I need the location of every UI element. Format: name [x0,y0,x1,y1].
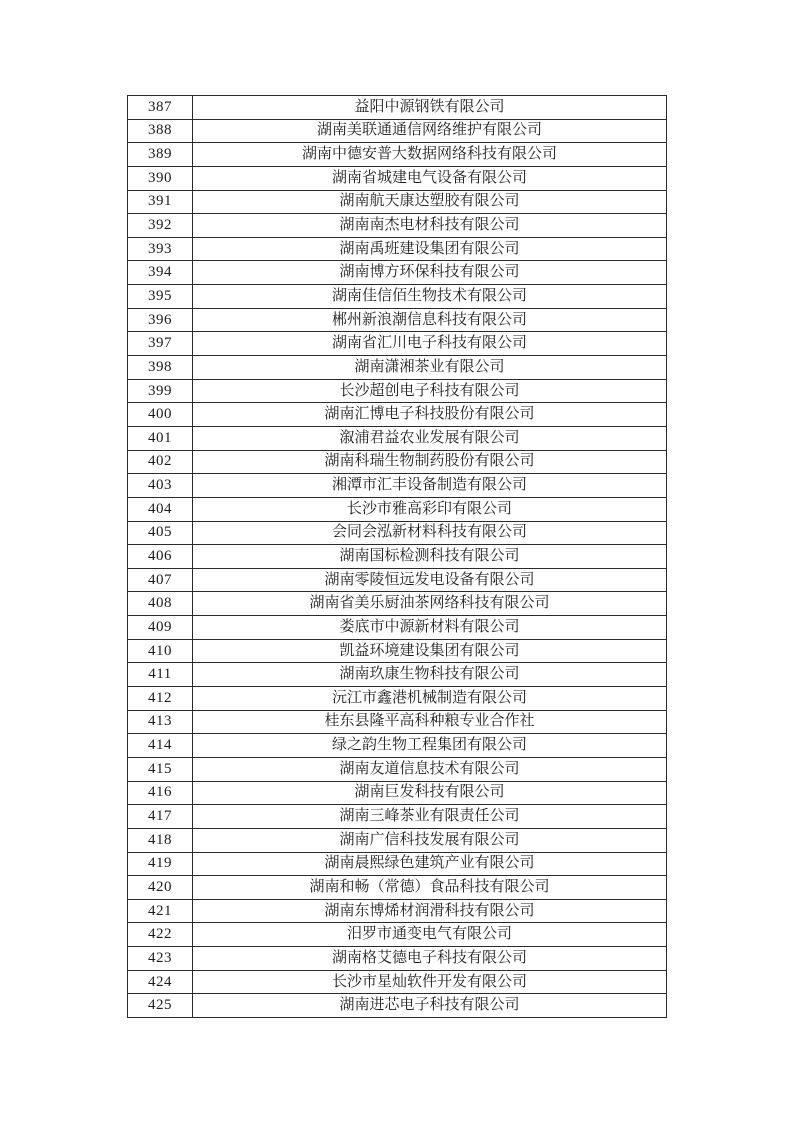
row-number-cell: 400 [128,403,193,427]
table-row [128,970,667,994]
row-number-cell: 398 [128,356,193,380]
row-number-cell: 410 [128,639,193,663]
table-row [128,947,667,971]
company-name-cell: 湖南晨熙绿色建筑产业有限公司 [193,852,667,876]
row-number-cell: 425 [128,994,193,1018]
row-number-cell: 404 [128,497,193,521]
company-name-cell: 湖南美联通通信网络维护有限公司 [193,119,667,143]
table-row [128,426,667,450]
row-number-cell: 409 [128,616,193,640]
company-name-cell: 湖南巨发科技有限公司 [193,781,667,805]
row-number-cell: 393 [128,237,193,261]
company-name-cell: 湖南东博烯材润滑科技有限公司 [193,899,667,923]
table-row [128,403,667,427]
company-name-cell: 沅江市鑫港机械制造有限公司 [193,687,667,711]
table-row [128,757,667,781]
company-name-cell: 湖南国标检测科技有限公司 [193,545,667,569]
table-row [128,356,667,380]
table-row [128,450,667,474]
row-number-cell: 408 [128,592,193,616]
company-name-cell: 湖南省城建电气设备有限公司 [193,166,667,190]
row-number-cell: 391 [128,190,193,214]
table-row [128,190,667,214]
company-name-cell: 湖南禹班建设集团有限公司 [193,237,667,261]
table-row [128,923,667,947]
row-number-cell: 413 [128,710,193,734]
row-number-cell: 420 [128,876,193,900]
table-row [128,616,667,640]
row-number-cell: 407 [128,568,193,592]
table-row [128,852,667,876]
company-name-cell: 会同会泓新材料科技有限公司 [193,521,667,545]
row-number-cell: 423 [128,947,193,971]
company-list-body [128,96,667,1018]
company-name-cell: 娄底市中源新材料有限公司 [193,616,667,640]
table-row [128,592,667,616]
table-row [128,143,667,167]
row-number-cell: 414 [128,734,193,758]
table-row [128,828,667,852]
row-number-cell: 424 [128,970,193,994]
company-name-cell: 湖南佳信佰生物技术有限公司 [193,285,667,309]
row-number-cell: 396 [128,308,193,332]
company-name-cell: 桂东县隆平高科种粮专业合作社 [193,710,667,734]
table-row [128,474,667,498]
row-number-cell: 422 [128,923,193,947]
row-number-cell: 390 [128,166,193,190]
row-number-cell: 394 [128,261,193,285]
company-name-cell: 溆浦君益农业发展有限公司 [193,426,667,450]
table-row [128,332,667,356]
table-row [128,166,667,190]
company-name-cell: 湖南进芯电子科技有限公司 [193,994,667,1018]
row-number-cell: 418 [128,828,193,852]
row-number-cell: 411 [128,663,193,687]
row-number-cell: 388 [128,119,193,143]
company-name-cell: 湖南省美乐厨油茶网络科技有限公司 [193,592,667,616]
company-name-cell: 湖南博方环保科技有限公司 [193,261,667,285]
table-row [128,687,667,711]
company-name-cell: 湖南友道信息技术有限公司 [193,757,667,781]
table-row [128,237,667,261]
table-row [128,285,667,309]
company-name-cell: 湖南格艾德电子科技有限公司 [193,947,667,971]
company-name-cell: 湖南零陵恒远发电设备有限公司 [193,568,667,592]
company-name-cell: 湖南潇湘茶业有限公司 [193,356,667,380]
row-number-cell: 416 [128,781,193,805]
row-number-cell: 395 [128,285,193,309]
table-row [128,545,667,569]
table-row [128,96,667,120]
row-number-cell: 402 [128,450,193,474]
row-number-cell: 421 [128,899,193,923]
table-row [128,899,667,923]
company-name-cell: 湖南中德安普大数据网络科技有限公司 [193,143,667,167]
company-name-cell: 益阳中源钢铁有限公司 [193,96,667,120]
row-number-cell: 415 [128,757,193,781]
table-row [128,568,667,592]
row-number-cell: 419 [128,852,193,876]
company-name-cell: 湖南南杰电材科技有限公司 [193,214,667,238]
table-row [128,639,667,663]
company-name-cell: 湖南科瑞生物制药股份有限公司 [193,450,667,474]
company-name-cell: 长沙市星灿软件开发有限公司 [193,970,667,994]
company-name-cell: 湖南玖康生物科技有限公司 [193,663,667,687]
table-row [128,876,667,900]
company-name-cell: 凯益环境建设集团有限公司 [193,639,667,663]
row-number-cell: 399 [128,379,193,403]
company-name-cell: 湖南汇博电子科技股份有限公司 [193,403,667,427]
table-row [128,308,667,332]
table-row [128,805,667,829]
row-number-cell: 401 [128,426,193,450]
table-row [128,119,667,143]
company-name-cell: 郴州新浪潮信息科技有限公司 [193,308,667,332]
table-row [128,261,667,285]
company-name-cell: 湖南广信科技发展有限公司 [193,828,667,852]
table-row [128,497,667,521]
table-row [128,781,667,805]
table-row [128,710,667,734]
table-row [128,994,667,1018]
company-name-cell: 湖南和畅（常德）食品科技有限公司 [193,876,667,900]
company-name-cell: 湖南航天康达塑胶有限公司 [193,190,667,214]
row-number-cell: 397 [128,332,193,356]
row-number-cell: 403 [128,474,193,498]
company-name-cell: 汨罗市通变电气有限公司 [193,923,667,947]
table-row [128,521,667,545]
company-name-cell: 长沙超创电子科技有限公司 [193,379,667,403]
table-row [128,734,667,758]
row-number-cell: 392 [128,214,193,238]
row-number-cell: 406 [128,545,193,569]
company-name-cell: 湖南三峰茶业有限责任公司 [193,805,667,829]
table-row [128,663,667,687]
company-list-table [127,95,667,1018]
row-number-cell: 405 [128,521,193,545]
table-row [128,379,667,403]
company-name-cell: 湘潭市汇丰设备制造有限公司 [193,474,667,498]
row-number-cell: 412 [128,687,193,711]
table-row [128,214,667,238]
row-number-cell: 387 [128,96,193,120]
company-name-cell: 绿之韵生物工程集团有限公司 [193,734,667,758]
row-number-cell: 389 [128,143,193,167]
company-name-cell: 长沙市雅高彩印有限公司 [193,497,667,521]
row-number-cell: 417 [128,805,193,829]
company-name-cell: 湖南省汇川电子科技有限公司 [193,332,667,356]
